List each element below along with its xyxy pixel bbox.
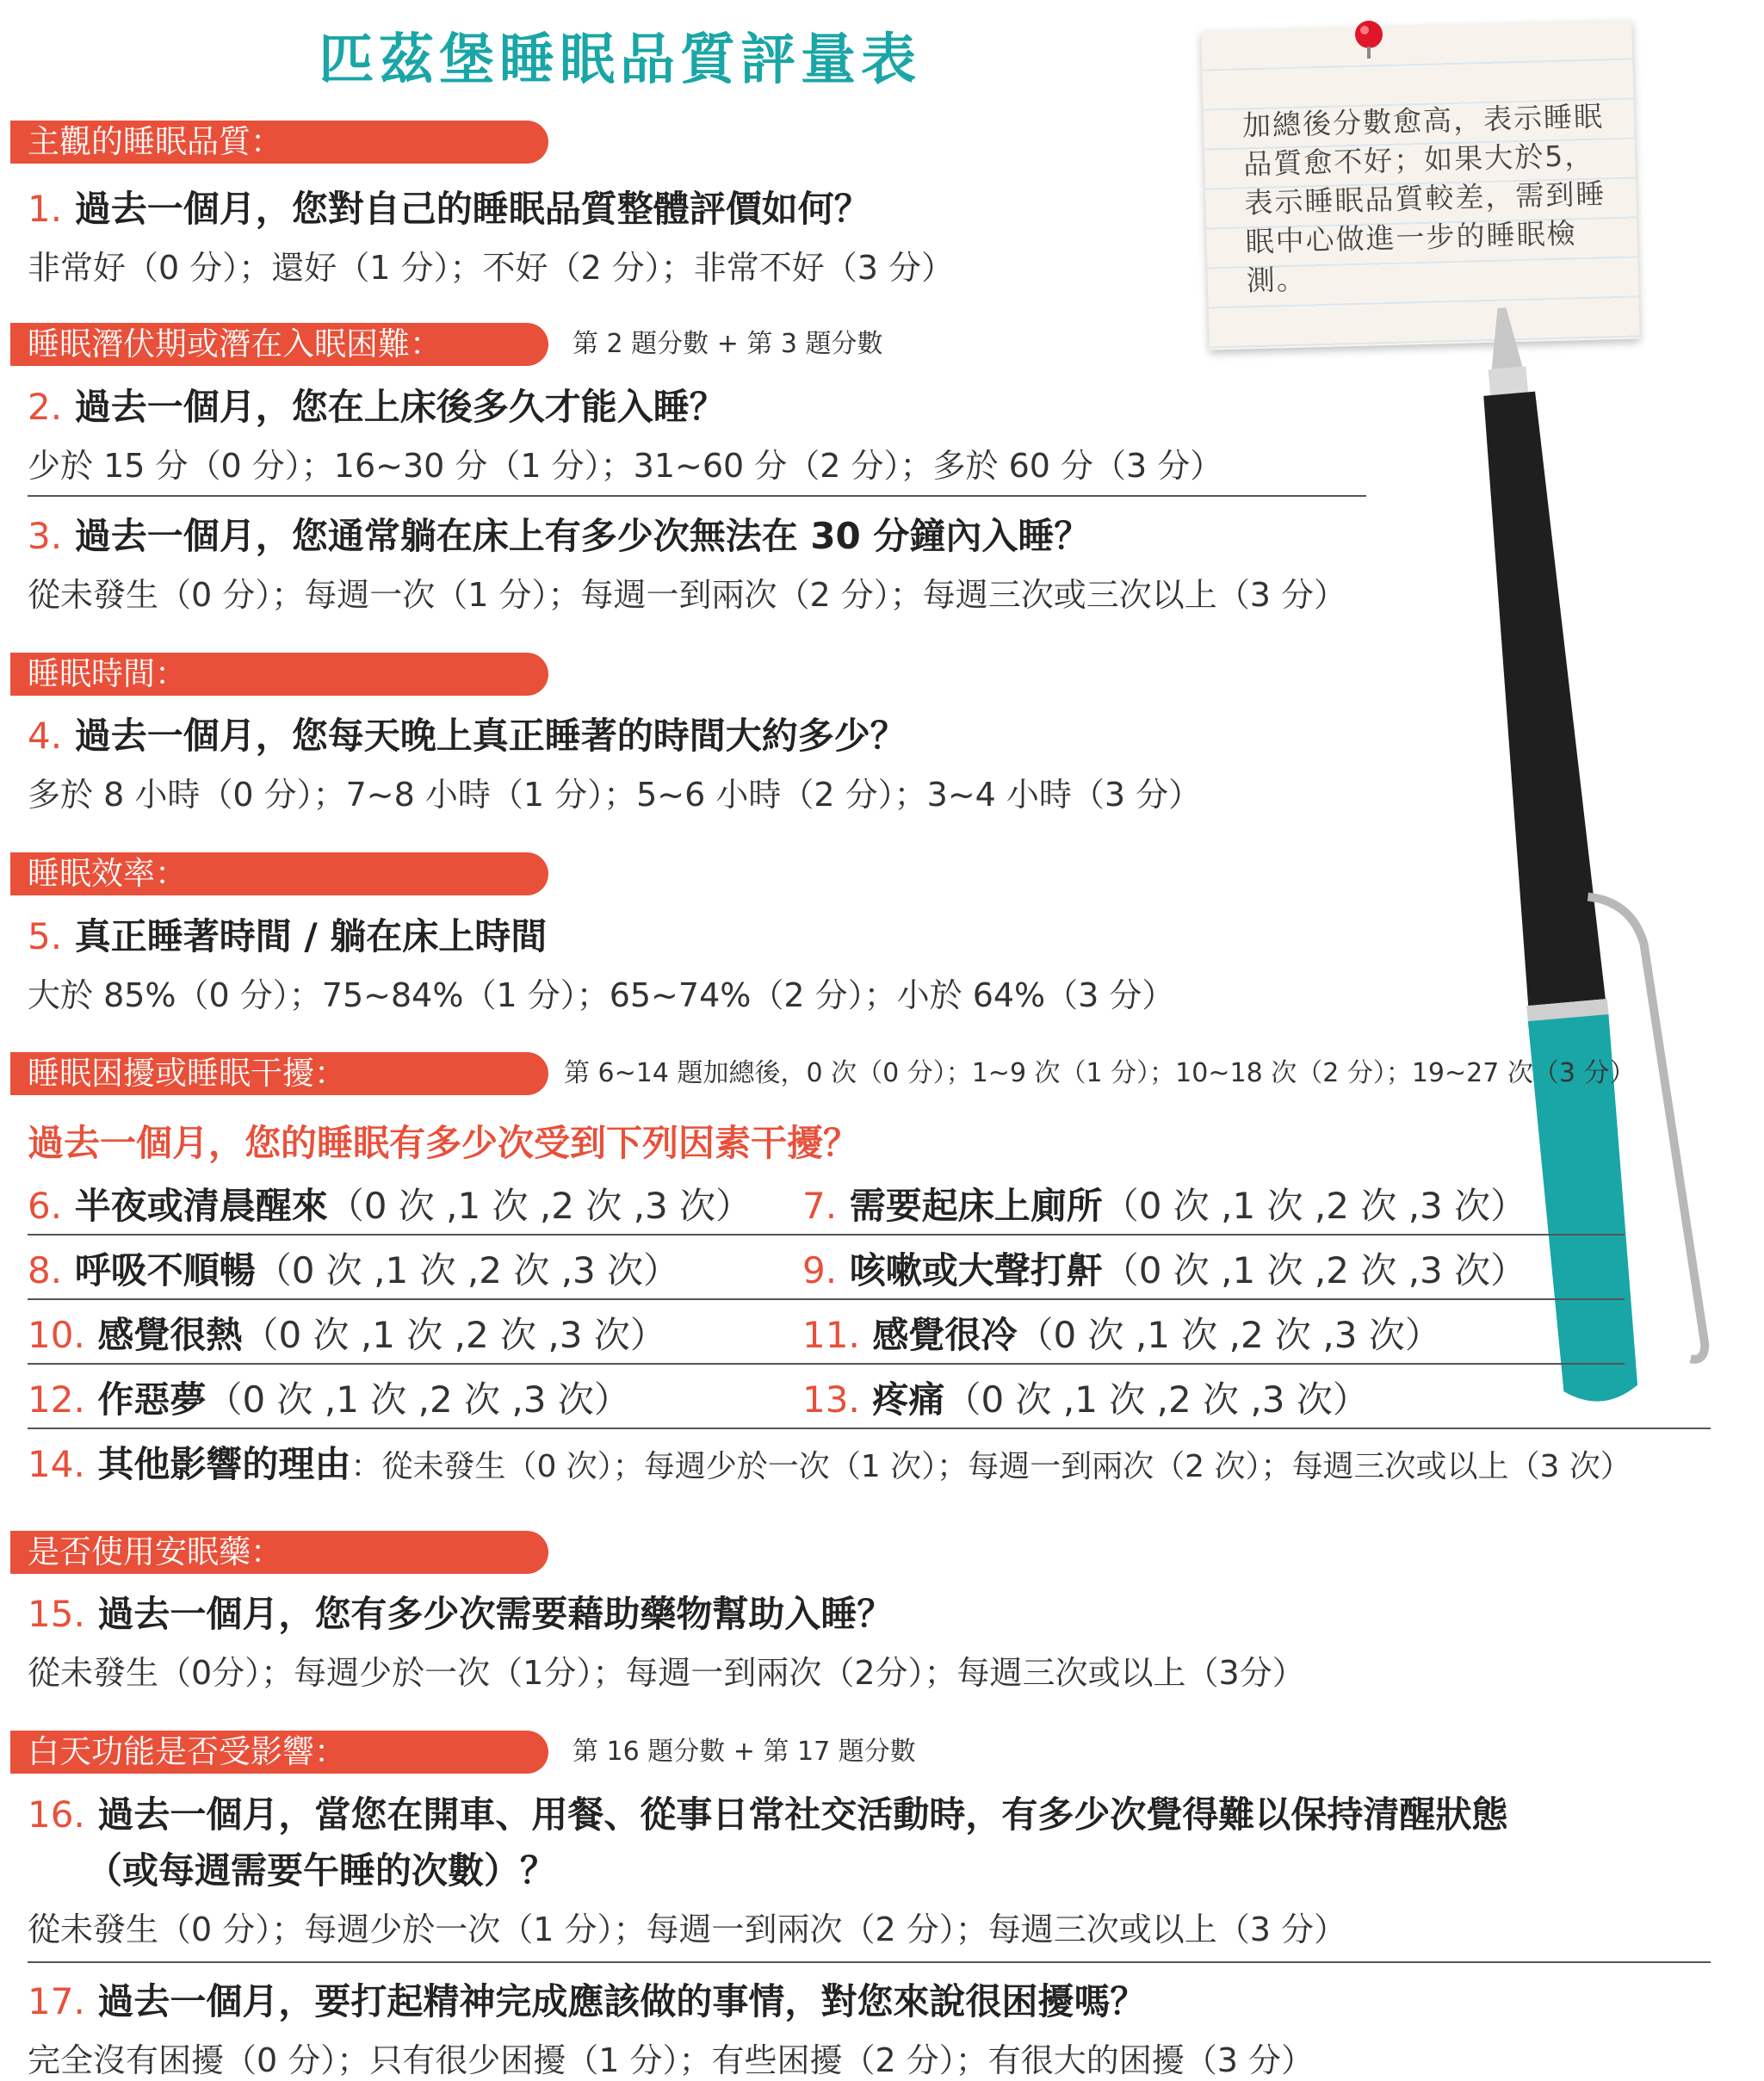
question-14 (28, 1436, 1631, 1488)
question-text: 需要起床上廁所 (849, 1185, 1103, 1227)
question-15 (28, 1586, 893, 1638)
question-text: 過去一個月，當您在開車、用餐、從事日常社交活動時，有多少次覺得難以保持清醒狀態 (97, 1793, 1508, 1836)
question-options: （0 次 ,1 次 ,2 次 ,3 次） (1102, 1249, 1527, 1291)
question-8 (28, 1242, 679, 1294)
question-number: 17. (28, 1980, 85, 2022)
divider (28, 1961, 1711, 1963)
divider (28, 1363, 1625, 1365)
section-header-subjective-quality: 主觀的睡眠品質： (10, 121, 548, 164)
question-17 (28, 1973, 1146, 2025)
answer-options-17: 完全沒有困擾（0 分）；只有很少困擾（1 分）；有些困擾（2 分）；有很大的困擾（3 分） (28, 2041, 1315, 2079)
question-text: 過去一個月，您每天晚上真正睡著的時間大約多少？ (74, 715, 907, 757)
section-header-sleep-efficiency: 睡眠效率： (10, 852, 548, 895)
divider (28, 1428, 1711, 1429)
question-4 (28, 708, 907, 759)
answer-options-4: 多於 8 小時（0 分）；7~8 小時（1 分）；5~6 小時（2 分）；3~4 小時（3 分） (28, 776, 1202, 814)
disturbance-question: 過去一個月，您的睡眠有多少次受到下列因素干擾？ (28, 1122, 860, 1164)
answer-options-15: 從未發生（0分）；每週少於一次（1分）；每週一到兩次（2分）；每週三次或以上（3分） (28, 1654, 1305, 1692)
sticky-note-text: 加總後分數愈高，表示睡眠品質愈不好；如果大於5，表示睡眠品質較差，需到睡眠中心做進一步的睡眠檢測。 (1241, 99, 1606, 298)
question-options: （0 次 ,1 次 ,2 次 ,3 次） (1102, 1185, 1527, 1227)
answer-options-5: 大於 85%（0 分）；75~84%（1 分）；65~74%（2 分）；小於 64%（3 分） (28, 976, 1175, 1014)
question-text: 感覺很冷 (872, 1314, 1018, 1356)
question-text: 過去一個月，您在上床後多久才能入睡？ (74, 386, 726, 428)
question-5 (28, 908, 547, 960)
question-options: （0 次 ,1 次 ,2 次 ,3 次） (1017, 1314, 1441, 1356)
question-10 (28, 1307, 666, 1359)
question-9 (802, 1242, 1526, 1294)
question-number: 13. (802, 1378, 860, 1421)
question-7 (802, 1178, 1526, 1229)
question-text: 作惡夢 (97, 1378, 207, 1421)
question-2 (28, 379, 726, 430)
question-number: 10. (28, 1314, 85, 1356)
question-text: 呼吸不順暢 (74, 1249, 256, 1291)
question-text: 過去一個月，要打起精神完成應該做的事情，對您來說很困擾嗎？ (97, 1980, 1147, 2022)
question-options: （0 次 ,1 次 ,2 次 ,3 次） (242, 1314, 666, 1356)
question-12 (28, 1372, 630, 1423)
section-header-sleep-disturbance: 睡眠困擾或睡眠干擾： (10, 1052, 548, 1095)
section-header-sleep-latency: 睡眠潛伏期或潛在入眠困難： (10, 323, 548, 366)
question-number: 15. (28, 1593, 85, 1635)
question-13 (802, 1372, 1369, 1423)
question-3 (28, 508, 1090, 560)
question-text: 疼痛 (872, 1378, 945, 1421)
answer-options-2: 少於 15 分（0 分）；16~30 分（1 分）；31~60 分（2 分）；多於 60 分（3 分） (28, 447, 1223, 485)
question-text: 過去一個月，您有多少次需要藉助藥物幫助入睡？ (97, 1593, 894, 1635)
question-11 (802, 1307, 1441, 1359)
divider (28, 1298, 1625, 1300)
section-note-daytime-dysfunction: 第 16 題分數 + 第 17 題分數 (573, 1737, 916, 1767)
question-options: （0 次 ,1 次 ,2 次 ,3 次） (255, 1249, 680, 1291)
question-text: 半夜或清晨醒來 (74, 1185, 328, 1227)
question-text: 感覺很熱 (97, 1314, 243, 1356)
section-header-daytime-dysfunction: 白天功能是否受影響： (10, 1731, 548, 1774)
question-16-continued: （或每週需要午睡的次數）？ (86, 1849, 557, 1892)
question-text: 過去一個月，您通常躺在床上有多少次無法在 30 分鐘內入睡？ (74, 515, 1091, 557)
answer-options-16: 從未發生（0 分）；每週少於一次（1 分）；每週一到兩次（2 分）；每週三次或以上（3 分） (28, 1911, 1347, 1948)
divider (28, 495, 1366, 497)
question-16 (28, 1787, 1507, 1838)
answer-options-3: 從未發生（0 分）；每週一次（1 分）；每週一到兩次（2 分）；每週三次或三次以上（3 分） (28, 576, 1347, 614)
question-number: 12. (28, 1378, 85, 1421)
question-number: 3. (28, 515, 63, 557)
push-pin-icon (1347, 17, 1390, 60)
question-number: 4. (28, 715, 63, 757)
section-header-sleep-medication: 是否使用安眠藥： (10, 1531, 548, 1574)
section-note-sleep-disturbance: 第 6~14 題加總後，0 次（0 分）；1~9 次（1 分）；10~18 次（2 分）；19~27 次（3 分） (564, 1058, 1636, 1088)
question-options: （0 次 ,1 次 ,2 次 ,3 次） (944, 1378, 1369, 1421)
question-text: 其他影響的理由 (97, 1443, 351, 1485)
question-options: ：從未發生（0 次）；每週少於一次（1 次）；每週一到兩次（2 次）；每週三次或以上（3 次） (350, 1449, 1631, 1484)
section-note-sleep-latency: 第 2 題分數 + 第 3 題分數 (573, 329, 883, 359)
question-options: （0 次 ,1 次 ,2 次 ,3 次） (327, 1185, 752, 1227)
question-text: 真正睡著時間 / 躺在床上時間 (74, 915, 548, 957)
question-number: 14. (28, 1443, 85, 1485)
question-1 (28, 181, 870, 232)
question-text: 過去一個月，您對自己的睡眠品質整體評價如何？ (74, 188, 870, 230)
question-number: 7. (802, 1185, 838, 1227)
page-title: 匹茲堡睡眠品質評量表 (319, 28, 921, 92)
divider (28, 1234, 1625, 1236)
question-number: 11. (802, 1314, 860, 1356)
question-6 (28, 1178, 752, 1229)
question-number: 8. (28, 1249, 63, 1291)
question-number: 5. (28, 915, 63, 957)
question-number: 16. (28, 1793, 85, 1836)
question-options: （0 次 ,1 次 ,2 次 ,3 次） (206, 1378, 630, 1421)
question-number: 1. (28, 188, 63, 230)
question-number: 9. (802, 1249, 838, 1291)
question-number: 2. (28, 386, 63, 428)
answer-options-1: 非常好（0 分）；還好（1 分）；不好（2 分）；非常不好（3 分） (28, 249, 955, 287)
question-number: 6. (28, 1185, 63, 1227)
section-header-sleep-duration: 睡眠時間： (10, 653, 548, 696)
question-text: 咳嗽或大聲打鼾 (849, 1249, 1103, 1291)
